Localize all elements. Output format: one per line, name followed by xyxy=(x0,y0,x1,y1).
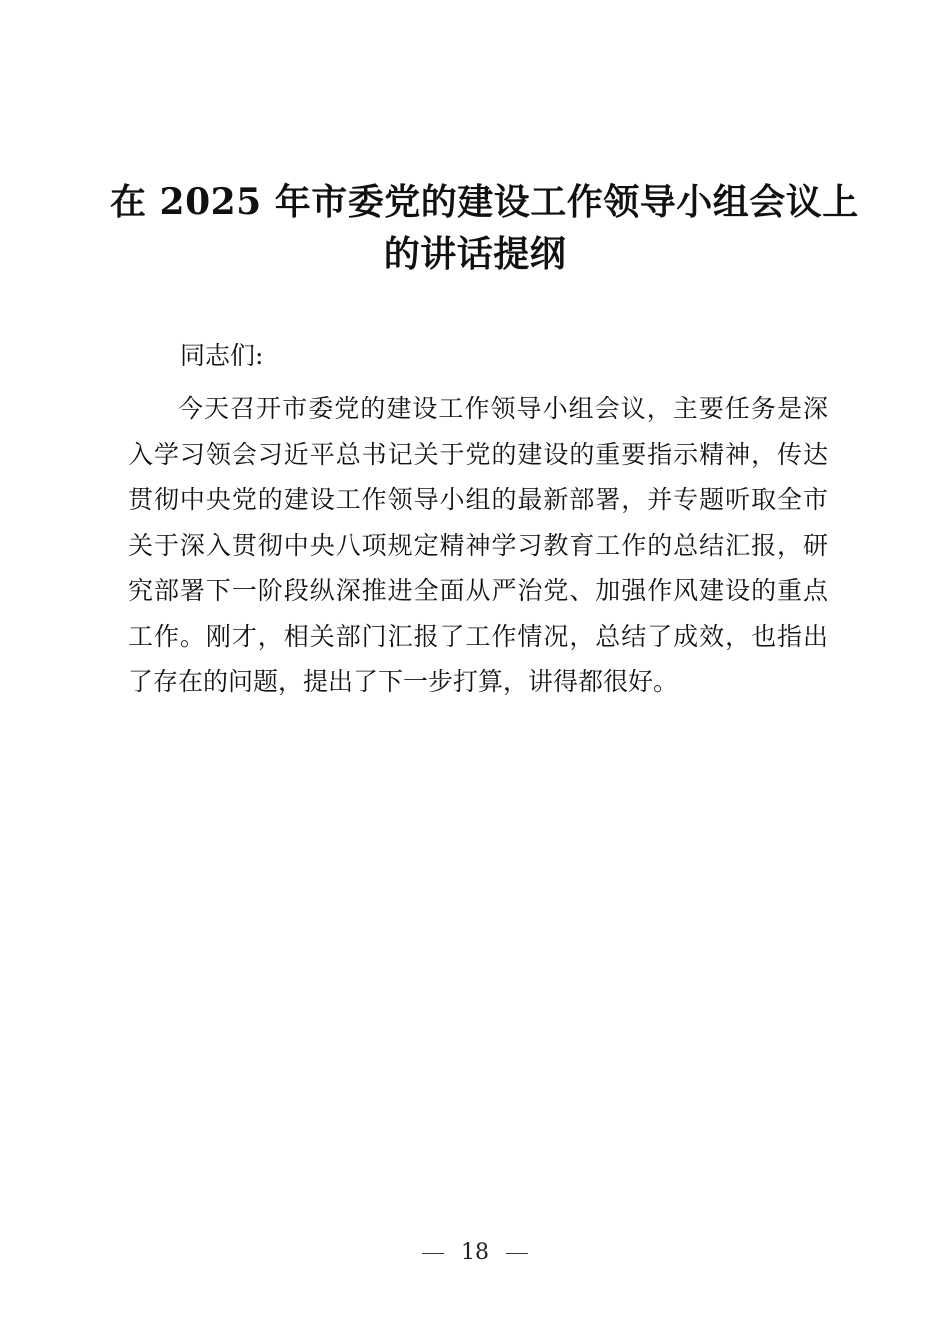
page-footer xyxy=(0,1238,950,1268)
paragraph-line: 工作。刚才，相关部门汇报了工作情况，总结了成效，也指出 xyxy=(128,621,828,651)
body-paragraph xyxy=(128,386,828,705)
footer-dash-left xyxy=(422,1253,444,1254)
paragraph-line: 入学习领会习近平总书记关于党的建设的重要指示精神，传达 xyxy=(128,439,828,469)
paragraph-line: 关于深入贯彻中央八项规定精神学习教育工作的总结汇报，研 xyxy=(128,530,828,560)
salutation: 同志们: xyxy=(180,341,264,370)
title-line-2: 的讲话提纲 xyxy=(383,233,567,275)
document-title xyxy=(110,176,859,280)
paragraph-line: 贯彻中央党的建设工作领导小组的最新部署，并专题听取全市 xyxy=(128,485,828,514)
page-number: 18 xyxy=(461,1240,489,1265)
title-line-1: 在 2025 年市委党的建设工作领导小组会议上 xyxy=(110,181,859,223)
paragraph-line: 究部署下一阶段纵深推进全面从严治党、加强作风建设的重点 xyxy=(128,576,828,605)
paragraph-line: 了存在的问题，提出了下一步打算，讲得都很好。 xyxy=(128,667,679,696)
paragraph-line: 今天召开市委党的建设工作领导小组会议，主要任务是深 xyxy=(178,394,828,423)
footer-dash-right xyxy=(506,1253,528,1254)
